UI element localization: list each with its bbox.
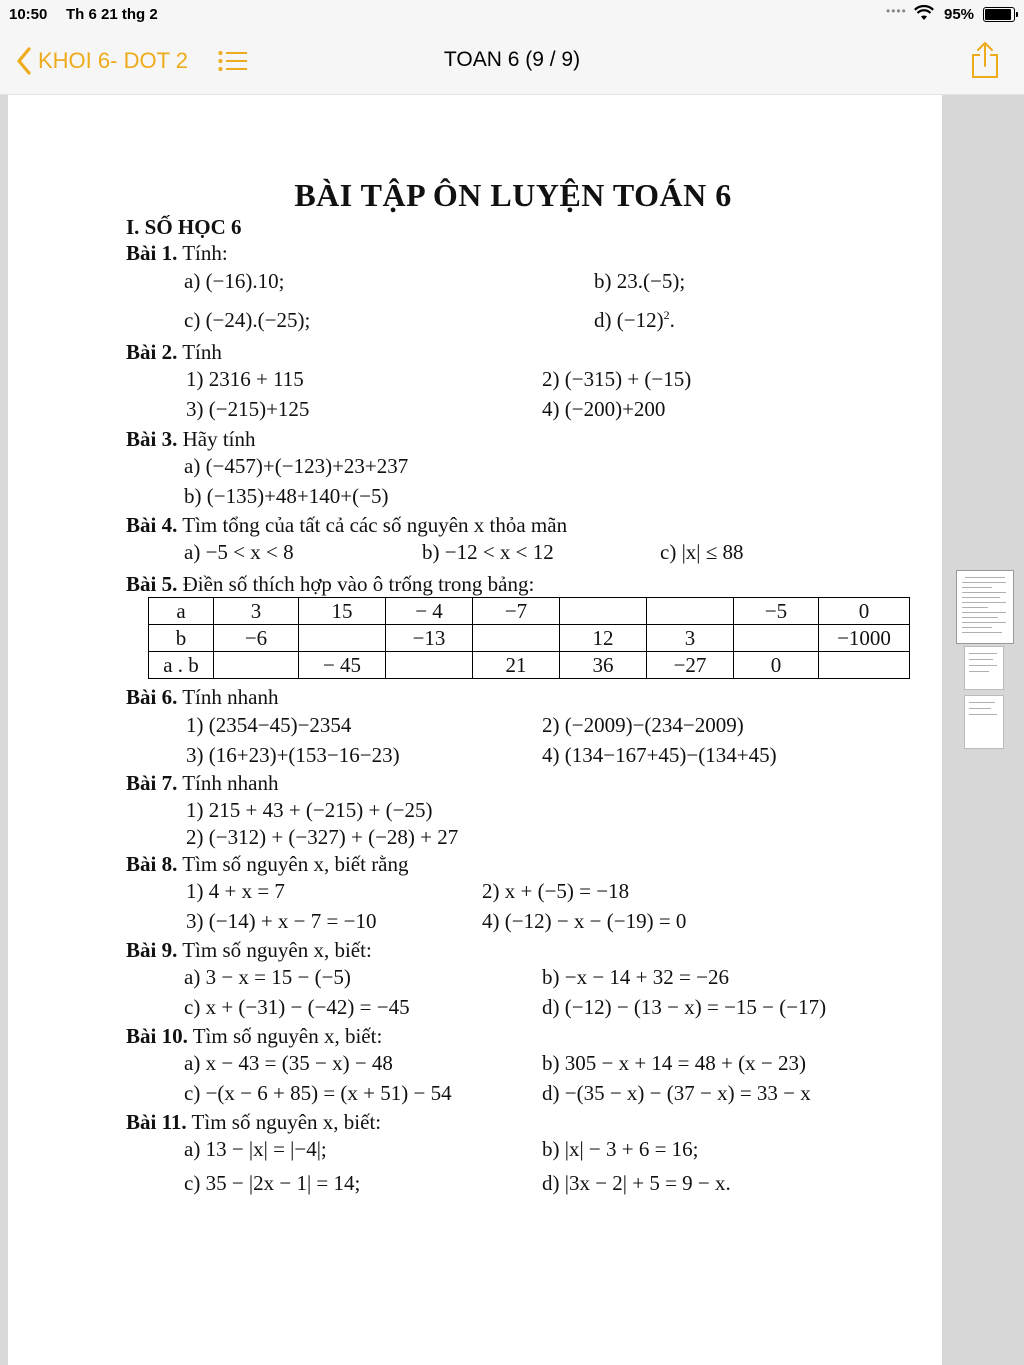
exercise-11-a: a) 13 − |x| = |−4|;	[184, 1137, 327, 1161]
table-cell: −27	[647, 652, 734, 679]
document-content	[8, 95, 942, 1365]
table-cell: 0	[734, 652, 819, 679]
document-page[interactable]	[8, 95, 942, 1365]
status-time: 10:50	[9, 6, 48, 23]
status-bar	[0, 0, 1024, 30]
exercise-11-c: c) 35 − |2x − 1| = 14;	[184, 1171, 361, 1195]
table-cell: −1000	[819, 625, 910, 652]
exercise-9-b: b) −x − 14 + 32 = −26	[542, 965, 729, 989]
exercise-4-a: a) −5 < x < 8	[184, 540, 294, 564]
exercise-7-item-2: 2) (−312) + (−327) + (−28) + 27	[186, 825, 459, 849]
nav-bar	[0, 30, 1024, 95]
exercise-1-heading: Bài 1. Tính:	[126, 241, 228, 265]
table-cell	[560, 598, 647, 625]
exercise-1-b: b) 23.(−5);	[594, 269, 686, 293]
exercise-8-heading: Bài 8. Tìm số nguyên x, biết rằng	[126, 852, 409, 876]
wifi-icon	[914, 5, 934, 25]
table-cell: 3	[647, 625, 734, 652]
exercise-1-d: d) $(-12)^2$.	[594, 308, 675, 332]
thumbnail-page-1[interactable]	[956, 570, 1014, 644]
exercise-6-item-2: 2) (−2009)−(234−2009)	[542, 713, 744, 737]
battery-icon	[983, 7, 1015, 22]
table-cell	[473, 625, 560, 652]
exercise-6-item-4: 4) (134−167+45)−(134+45)	[542, 743, 777, 767]
exercise-2-item-4: 4) (−200)+200	[542, 397, 666, 421]
exercise-7-heading: Bài 7. Tính nhanh	[126, 771, 279, 795]
exercise-6-item-3: 3) (16+23)+(153−16−23)	[186, 743, 400, 767]
exercise-7-item-1: 1) 215 + 43 + (−215) + (−25)	[186, 798, 433, 822]
page-title: TOAN 6 (9 / 9)	[443, 48, 581, 71]
exercise-1-c: c) (−24).(−25);	[184, 308, 311, 332]
table-cell: 15	[299, 598, 386, 625]
document-title: BÀI TẬP ÔN LUYỆN TOÁN 6	[294, 177, 732, 213]
table-cell	[734, 625, 819, 652]
table-cell: −7	[473, 598, 560, 625]
exercise-9-a: a) 3 − x = 15 − (−5)	[184, 965, 351, 989]
table-cell: −6	[214, 625, 299, 652]
table-cell: b	[149, 625, 214, 652]
exercise-8-item-4: 4) (−12) − x − (−19) = 0	[482, 909, 687, 933]
exercise-11-b: b) |x| − 3 + 6 = 16;	[542, 1137, 699, 1161]
thumbnail-sidebar[interactable]	[942, 95, 1024, 1365]
table-cell: 0	[819, 598, 910, 625]
exercise-2-heading: Bài 2. Tính	[126, 340, 222, 364]
exercise-10-b: b) 305 − x + 14 = 48 + (x − 23)	[542, 1051, 806, 1075]
exercise-6-heading: Bài 6. Tính nhanh	[126, 685, 279, 709]
table-cell	[647, 598, 734, 625]
table-cell: 12	[560, 625, 647, 652]
exercise-4-heading: Bài 4. Tìm tổng của tất cả các số nguyên x thỏa mãn	[126, 513, 568, 537]
table-cell: −13	[386, 625, 473, 652]
battery-percent: 95%	[944, 6, 975, 23]
exercise-10-d: d) −(35 − x) − (37 − x) = 33 − x	[542, 1081, 811, 1105]
thumbnail-page-3[interactable]	[964, 695, 1004, 749]
table-cell: a	[149, 598, 214, 625]
exercise-2-item-2: 2) (−315) + (−15)	[542, 367, 692, 391]
table-cell	[214, 652, 299, 679]
table-cell: 3	[214, 598, 299, 625]
exercise-5-table	[148, 597, 910, 679]
exercise-9-c: c) x + (−31) − (−42) = −45	[184, 995, 410, 1019]
exercise-8-item-3: 3) (−14) + x − 7 = −10	[186, 909, 377, 933]
exercise-9-d: d) (−12) − (13 − x) = −15 − (−17)	[542, 995, 827, 1019]
table-cell: −5	[734, 598, 819, 625]
exercise-11-heading: Bài 11. Tìm số nguyên x, biết:	[126, 1110, 382, 1134]
exercise-9-heading: Bài 9. Tìm số nguyên x, biết:	[126, 938, 372, 962]
exercise-1-a: a) (−16).10;	[184, 269, 285, 293]
exercise-10-a: a) x − 43 = (35 − x) − 48	[184, 1051, 393, 1075]
exercise-8-item-1: 1) 4 + x = 7	[186, 879, 285, 903]
exercise-4-b: b) −12 < x < 12	[422, 540, 554, 564]
exercise-6-item-1: 1) (2354−45)−2354	[186, 713, 352, 737]
thumbnail-page-2[interactable]	[964, 646, 1004, 690]
exercise-3-heading: Bài 3. Hãy tính	[126, 427, 256, 451]
share-icon[interactable]	[970, 41, 1000, 84]
table-cell: a . b	[149, 652, 214, 679]
exercise-4-c: c) |x| ≤ 88	[660, 540, 744, 564]
table-cell	[819, 652, 910, 679]
table-cell	[299, 625, 386, 652]
status-date: Th 6 21 thg 2	[66, 6, 158, 23]
table-cell: 36	[560, 652, 647, 679]
back-label: KHOI 6- DOT 2	[38, 48, 188, 73]
table-cell: 21	[473, 652, 560, 679]
exercise-8-item-2: 2) x + (−5) = −18	[482, 879, 630, 903]
exercise-10-heading: Bài 10. Tìm số nguyên x, biết:	[126, 1024, 383, 1048]
exercise-10-c: c) −(x − 6 + 85) = (x + 51) − 54	[184, 1081, 452, 1105]
section-heading: I. SỐ HỌC 6	[126, 215, 242, 239]
exercise-3-a: a) (−457)+(−123)+23+237	[184, 454, 409, 478]
exercise-2-item-3: 3) (−215)+125	[186, 397, 310, 421]
table-cell	[386, 652, 473, 679]
exercise-2-item-1: 1) 2316 + 115	[186, 367, 304, 391]
signal-dots-icon: ••••	[886, 4, 907, 18]
exercise-3-b: b) (−135)+48+140+(−5)	[184, 484, 389, 508]
exercise-5-heading: Bài 5. Điền số thích hợp vào ô trống trong bảng:	[126, 572, 535, 596]
table-cell: − 4	[386, 598, 473, 625]
exercise-11-d: d) |3x − 2| + 5 = 9 − x.	[542, 1171, 731, 1195]
table-cell: − 45	[299, 652, 386, 679]
